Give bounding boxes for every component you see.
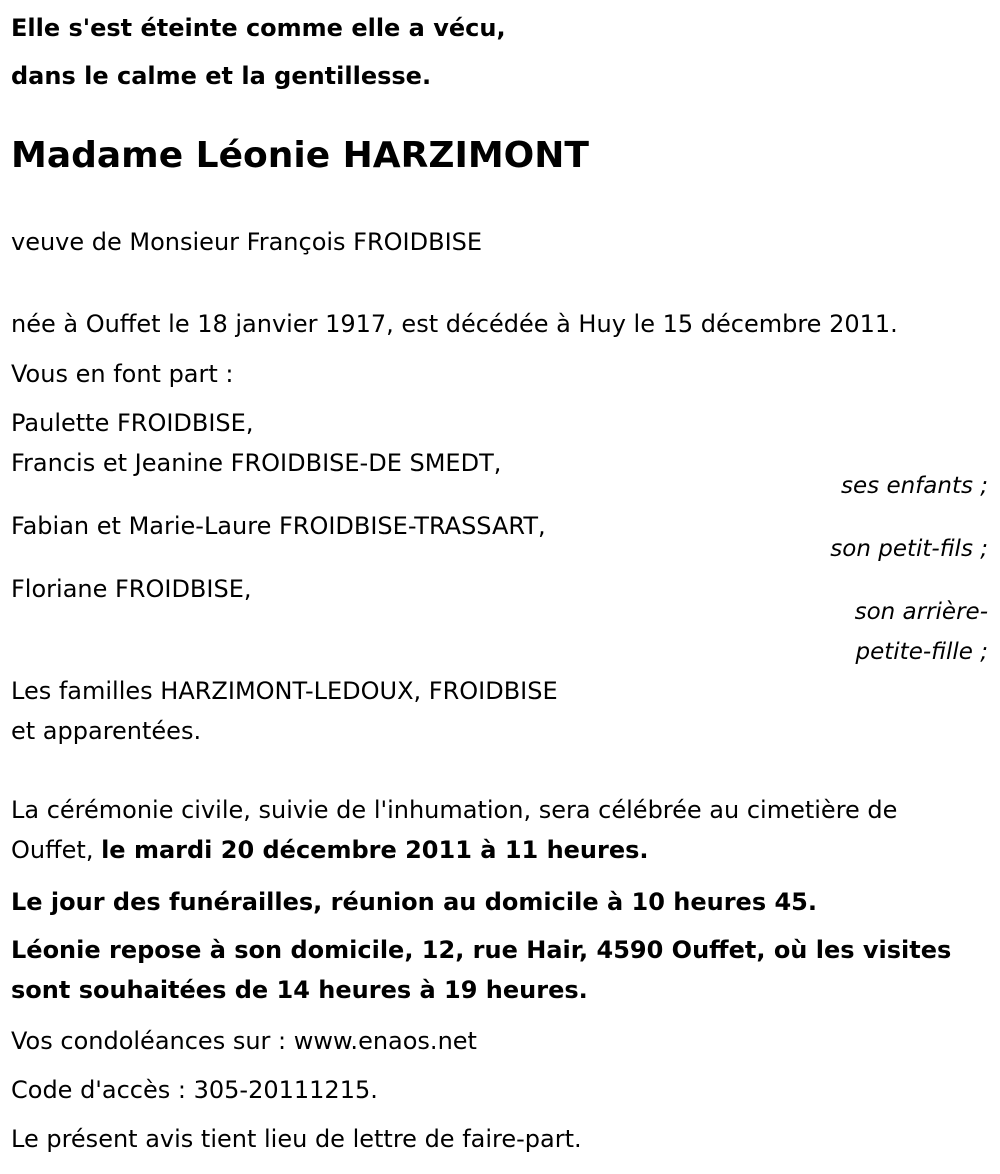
grandson-line: Fabian et Marie-Laure FROIDBISE-TRASSART, xyxy=(11,512,546,540)
great-granddaughter-role-1: son arrière- xyxy=(854,599,988,625)
condolences-line: Vos condoléances sur : www.enaos.net xyxy=(11,1027,477,1055)
visitation-paragraph: Léonie repose à son domicile, 12, rue Hair, 4590 Ouffet, où les visites sont souhaitées de 14 heures à 19 heures. xyxy=(11,936,952,1004)
announcement-intro: Vous en font part : xyxy=(11,360,234,388)
birth-death: née à Ouffet le 18 janvier 1917, est décédée à Huy le 15 décembre 2011. xyxy=(11,310,898,338)
gathering-line: Le jour des funérailles, réunion au domicile à 10 heures 45. xyxy=(11,888,817,916)
epigraph-line-1: Elle s'est éteinte comme elle a vécu, xyxy=(11,14,506,42)
access-code-line: Code d'accès : 305-20111215. xyxy=(11,1076,378,1104)
epigraph-line-2: dans le calme et la gentillesse. xyxy=(11,62,432,90)
children-line-2: Francis et Jeanine FROIDBISE-DE SMEDT, xyxy=(11,449,502,477)
children-role: ses enfants ; xyxy=(841,473,988,499)
widow-of: veuve de Monsieur François FROIDBISE xyxy=(11,228,483,256)
children-line-1: Paulette FROIDBISE, xyxy=(11,409,254,437)
families-line-1: Les familles HARZIMONT-LEDOUX, FROIDBISE xyxy=(11,677,558,705)
deceased-name: Madame Léonie HARZIMONT xyxy=(11,135,589,176)
families-line-2: et apparentées. xyxy=(11,717,202,745)
great-granddaughter-line: Floriane FROIDBISE, xyxy=(11,575,252,603)
notice-line: Le présent avis tient lieu de lettre de faire-part. xyxy=(11,1125,582,1153)
ceremony-paragraph xyxy=(11,790,986,870)
ceremony-date: le mardi 20 décembre 2011 à 11 heures. xyxy=(101,836,649,864)
ceremony-text: La cérémonie civile, suivie de l'inhumation, sera célébrée au cimetière de Ouffet, xyxy=(11,796,898,864)
grandson-role: son petit-fils ; xyxy=(830,536,988,562)
great-granddaughter-role-2: petite-fille ; xyxy=(855,639,988,665)
